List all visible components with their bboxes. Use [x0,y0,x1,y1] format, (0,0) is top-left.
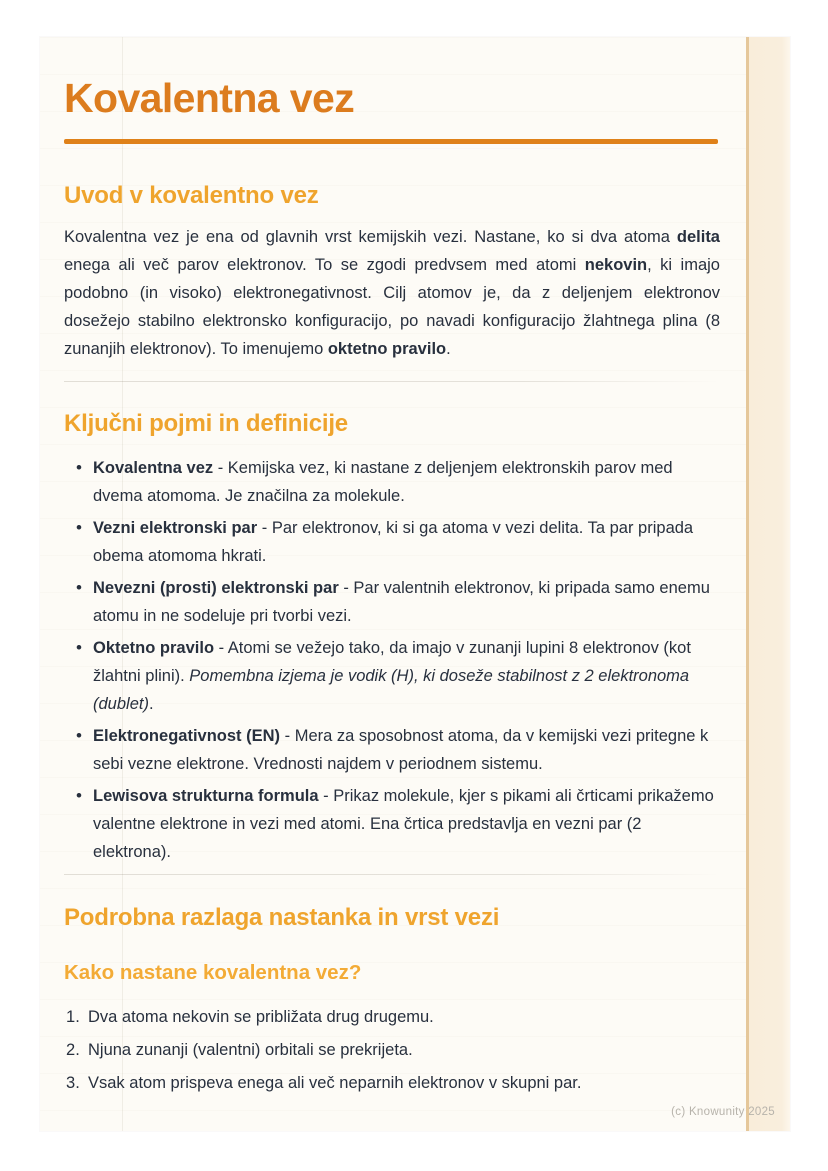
document-page [40,37,790,1131]
text-segment: - Atomi se vežejo tako, da imajo v zunanji lupini 8 elektronov (kot žlahtni plini). [93,639,691,685]
text-segment: nekovin [584,256,648,274]
section-divider [64,874,720,875]
list-item [64,782,720,866]
text-segment: . [446,340,451,358]
document-content [64,37,720,1102]
text-segment: delita [676,228,720,246]
text-segment: . [148,695,154,713]
list-item [64,514,720,570]
section-heading-detail: Podrobna razlaga nastanka in vrst vezi [64,904,500,931]
intro-paragraph [64,223,720,363]
page-edge-strip [746,37,790,1131]
list-item [64,722,720,778]
section-heading-terms: Ključni pojmi in definicije [64,410,348,437]
text-segment: Nevezni (prosti) elektronski par [93,579,339,597]
text-segment: Kovalentna vez je ena od glavnih vrst kemijskih vezi. Nastane, ko si dva atoma [64,228,677,246]
text-segment: Oktetno pravilo [93,639,215,657]
page-title: Kovalentna vez [64,75,355,121]
list-item [64,454,720,510]
section-divider [64,381,720,382]
subsection-heading-formation: Kako nastane kovalentna vez? [64,961,362,984]
text-segment: Kovalentna vez [93,459,214,477]
list-item [64,634,720,718]
copyright-watermark: (c) Knowunity 2025 [671,1106,775,1118]
text-segment: enega ali več parov elektronov. To se zgodi predvsem med atomi [64,256,585,274]
text-segment: - Prikaz molekule, kjer s pikami ali črticami prikažemo valentne elektrone in vezi med atomi. Ena črtica predstavlja en vezni par (2 elektrona). [93,787,714,861]
formation-steps-list [64,1003,720,1097]
definitions-list [64,454,720,866]
text-segment: Pomembna izjema je vodik (H), ki doseže stabilnost z 2 elektronoma (dublet) [93,667,690,713]
list-item: Vsak atom prispeva enega ali več neparnih elektronov v skupni par. [88,1074,582,1092]
text-segment: Lewisova strukturna formula [93,787,319,805]
title-rule [64,139,718,144]
text-segment: - Kemijska vez, ki nastane z deljenjem elektronskih parov med dvema atomoma. Je značilna za molekule. [93,459,673,505]
text-segment: oktetno pravilo [327,340,447,358]
text-segment: - Mera za sposobnost atoma, da v kemijski vezi pritegne k sebi vezne elektrone. Vrednosti najdem v periodnem sistemu. [93,727,709,773]
list-item: Njuna zunanji (valentni) orbitali se prekrijeta. [88,1041,413,1059]
list-item: Dva atoma nekovin se približata drug drugemu. [88,1008,434,1026]
text-segment: , ki imajo podobno (in visoko) elektronegativnost. Cilj atomov je, da z deljenjem elektronov dosežejo stabilno elektronsko konfiguracijo, po navadi konfiguracijo žlahtnega plina (8 zunanjih elektronov). To imenujemo [64,256,720,358]
text-segment: Vezni elektronski par [93,519,258,537]
text-segment: Elektronegativnost (EN) [93,727,281,745]
list-item [64,574,720,630]
section-heading-intro: Uvod v kovalentno vez [64,182,319,209]
text-segment: - Par elektronov, ki si ga atoma v vezi delita. Ta par pripada obema atomoma hkrati. [93,519,694,565]
text-segment: - Par valentnih elektronov, ki pripada samo enemu atomu in ne sodeluje pri tvorbi vezi. [93,579,710,625]
